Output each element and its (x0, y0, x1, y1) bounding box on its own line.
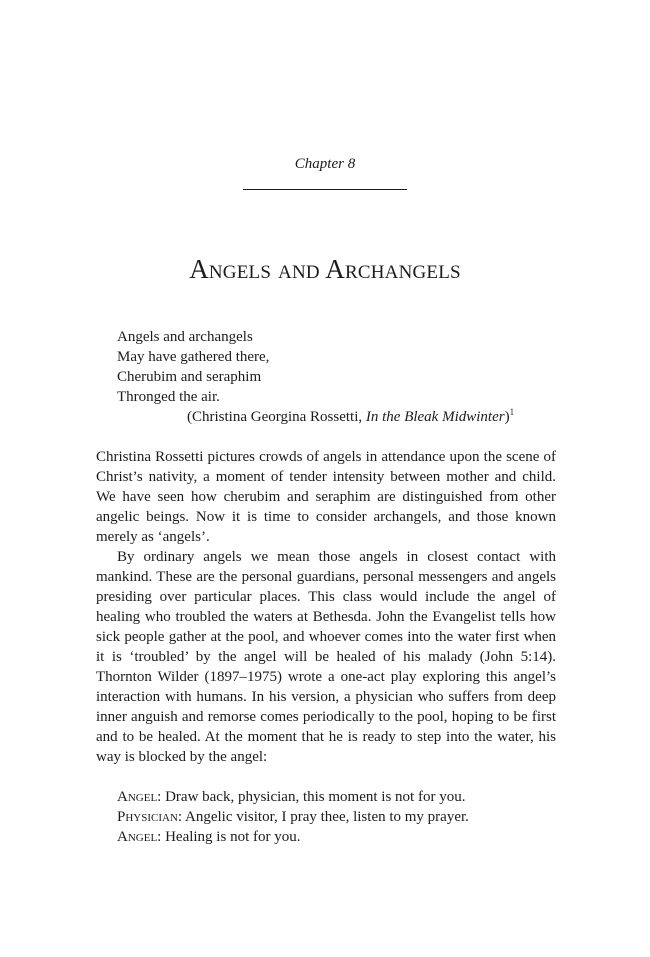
dialogue-line (117, 807, 557, 827)
speaker-name: Angel: (117, 829, 162, 845)
body-paragraph: Christina Rossetti pictures crowds of angels in attendance upon the scene of Christ’s nativity, a moment of tender intensity between mother and child. We have seen how cherubim and seraphim are distinguished from other angelic beings. Now it is time to consider archangels, and those known merely as ‘angels’. (96, 449, 556, 545)
dialogue-line (117, 787, 557, 807)
dialogue-line (117, 827, 557, 847)
chapter-title: Angels and Archangels (189, 254, 461, 285)
chapter-label: Chapter 8 (294, 156, 356, 172)
play-dialogue (117, 787, 557, 847)
speaker-name: Angel: (117, 789, 162, 805)
speech-text: Healing is not for you. (161, 829, 301, 845)
chapter-divider-rule (243, 189, 407, 190)
body-text (96, 447, 556, 767)
footnote-reference[interactable]: 1 (509, 407, 515, 417)
epigraph-line: Cherubim and seraphim (117, 369, 262, 385)
epigraph-line: Angels and archangels (117, 329, 253, 345)
speech-text: Angelic visitor, I pray thee, listen to my prayer. (182, 809, 469, 825)
attribution-suffix: ) (504, 409, 510, 425)
attribution-prefix: (Christina Georgina Rossetti, (187, 409, 366, 425)
attribution-work-title: In the Bleak Midwinter (365, 409, 505, 425)
speech-text: Draw back, physician, this moment is not for you. (161, 789, 466, 805)
epigraph-line: Thronged the air. (117, 389, 220, 405)
epigraph-line: May have gathered there, (117, 349, 270, 365)
epigraph (117, 327, 557, 427)
body-paragraph: By ordinary angels we mean those angels in closest contact with mankind. These are the personal guardians, personal messengers and angels presiding over particular places. This class would include the angel of healing who troubled the waters at Bethesda. John the Evangelist tells how sick people gather at the pool, and whoever comes into the water first when it is ‘troubled’ by the angel will be healed of his malady (John 5:14). Thornton Wilder (1897–1975) wrote a one-act play exploring this angel’s interaction with humans. In his version, a physician who suffers from deep inner anguish and remorse comes periodically to the pool, hoping to be first and to be healed. At the moment that he is ready to step into the water, his way is blocked by the angel: (96, 549, 556, 765)
epigraph-attribution (117, 407, 557, 427)
speaker-name: Physician: (117, 809, 183, 825)
